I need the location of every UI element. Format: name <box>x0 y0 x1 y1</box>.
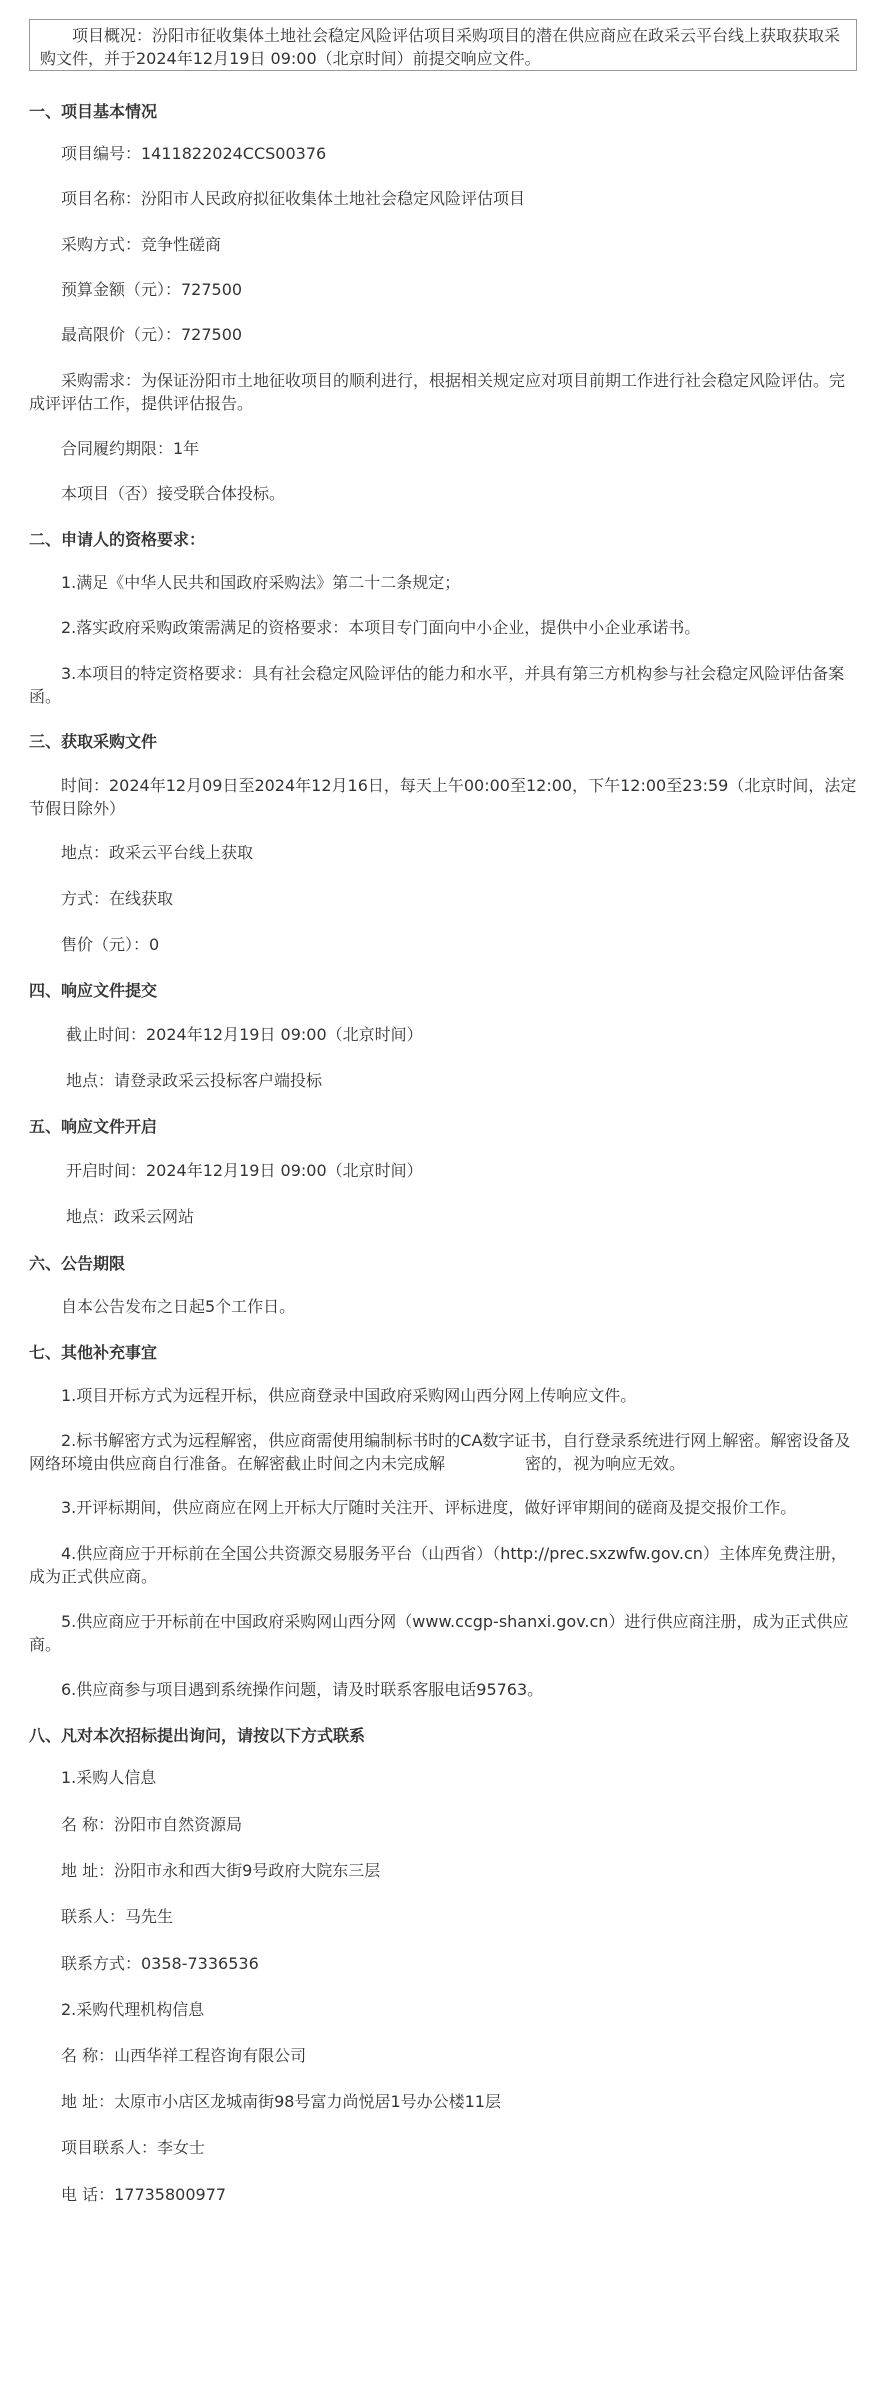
section-8-heading: 八、凡对本次招标提出询问，请按以下方式联系 <box>29 1726 366 1745</box>
agency-info-heading: 2.采购代理机构信息 <box>61 2000 205 2019</box>
procurement-method: 采购方式：竞争性磋商 <box>61 235 222 254</box>
section-4-heading: 四、响应文件提交 <box>29 981 158 1000</box>
agency-contact: 项目联系人：李女士 <box>61 2138 206 2157</box>
opening-time: 开启时间：2024年12月19日 09:00（北京时间） <box>66 1161 423 1180</box>
agency-phone: 电 话：17735800977 <box>61 2185 227 2204</box>
purchaser-info-heading: 1.采购人信息 <box>61 1768 157 1787</box>
supplement-item-3: 3.开评标期间，供应商应在网上开标大厅随时关注开、评标进度，做好评审期间的磋商及提交报价工作。 <box>61 1498 797 1517</box>
purchaser-address: 地 址：汾阳市永和西大街9号政府大院东三层 <box>61 1861 381 1880</box>
contract-period: 合同履约期限：1年 <box>61 439 200 458</box>
procurement-demand: 采购需求：为保证汾阳市土地征收项目的顺利进行，根据相关规定应对项目前期工作进行社会稳定风险评估。完成评评估工作，提供评估报告。 <box>29 371 846 413</box>
agency-address: 地 址：太原市小店区龙城南街98号富力尚悦居1号办公楼11层 <box>61 2092 501 2111</box>
budget-amount: 预算金额（元）：727500 <box>61 280 243 299</box>
document-acquisition-place: 地点：政采云平台线上获取 <box>61 843 254 862</box>
section-5-heading: 五、响应文件开启 <box>29 1117 158 1136</box>
maximum-price: 最高限价（元）：727500 <box>61 325 243 344</box>
announcement-period: 自本公告发布之日起5个工作日。 <box>61 1297 296 1316</box>
qualification-item-3: 3.本项目的特定资格要求：具有社会稳定风险评估的能力和水平，并具有第三方机构参与社会稳定风险评估备案函。 <box>29 664 845 706</box>
purchaser-phone: 联系方式：0358-7336536 <box>61 1954 259 1973</box>
section-3-heading: 三、获取采购文件 <box>29 732 158 751</box>
project-name: 项目名称：汾阳市人民政府拟征收集体土地社会稳定风险评估项目 <box>61 189 526 208</box>
section-7-heading: 七、其他补充事宜 <box>29 1343 158 1362</box>
agency-name: 名 称：山西华祥工程咨询有限公司 <box>61 2046 307 2065</box>
consortium-statement: 本项目（否）接受联合体投标。 <box>61 484 286 503</box>
project-overview-box: 项目概况：汾阳市征收集体土地社会稳定风险评估项目采购项目的潜在供应商应在政采云平台线上获取获取采购文件，并于2024年12月19日 09:00（北京时间）前提交响应文件。 <box>29 19 857 71</box>
opening-place: 地点：政采云网站 <box>66 1207 195 1226</box>
purchaser-name: 名 称：汾阳市自然资源局 <box>61 1815 243 1834</box>
qualification-item-1: 1.满足《中华人民共和国政府采购法》第二十二条规定； <box>61 573 461 592</box>
document-acquisition-mode: 方式：在线获取 <box>61 889 174 908</box>
supplement-item-4: 4.供应商应于开标前在全国公共资源交易服务平台（山西省）（http://prec.sxzwfw.gov.cn）主体库免费注册，成为正式供应商。 <box>29 1544 847 1586</box>
submission-deadline: 截止时间：2024年12月19日 09:00（北京时间） <box>66 1025 423 1044</box>
section-6-heading: 六、公告期限 <box>29 1254 126 1273</box>
section-2-heading: 二、申请人的资格要求： <box>29 530 206 549</box>
section-1-heading: 一、项目基本情况 <box>29 102 158 121</box>
project-number: 项目编号：1411822024CCS00376 <box>61 144 327 163</box>
submission-place: 地点：请登录政采云投标客户端投标 <box>66 1071 323 1090</box>
supplement-item-5: 5.供应商应于开标前在中国政府采购网山西分网（www.ccgp-shanxi.gov.cn）进行供应商注册，成为正式供应商。 <box>29 1612 849 1654</box>
document-acquisition-time: 时间：2024年12月09日至2024年12月16日，每天上午00:00至12:00，下午12:00至23:59（北京时间，法定节假日除外） <box>29 776 857 818</box>
purchaser-contact: 联系人：马先生 <box>61 1907 174 1926</box>
supplement-item-1: 1.项目开标方式为远程开标，供应商登录中国政府采购网山西分网上传响应文件。 <box>61 1386 637 1405</box>
document-price: 售价（元）：0 <box>61 935 160 954</box>
supplement-item-6: 6.供应商参与项目遇到系统操作问题，请及时联系客服电话95763。 <box>61 1680 544 1699</box>
supplement-item-2: 2.标书解密方式为远程解密，供应商需使用编制标书时的CA数字证书，自行登录系统进行网上解密。解密设备及网络环境由供应商自行准备。在解密截止时间之内未完成解 密的，视为响应无效。 <box>29 1431 851 1473</box>
qualification-item-2: 2.落实政府采购政策需满足的资格要求：本项目专门面向中小企业，提供中小企业承诺书。 <box>61 618 701 637</box>
